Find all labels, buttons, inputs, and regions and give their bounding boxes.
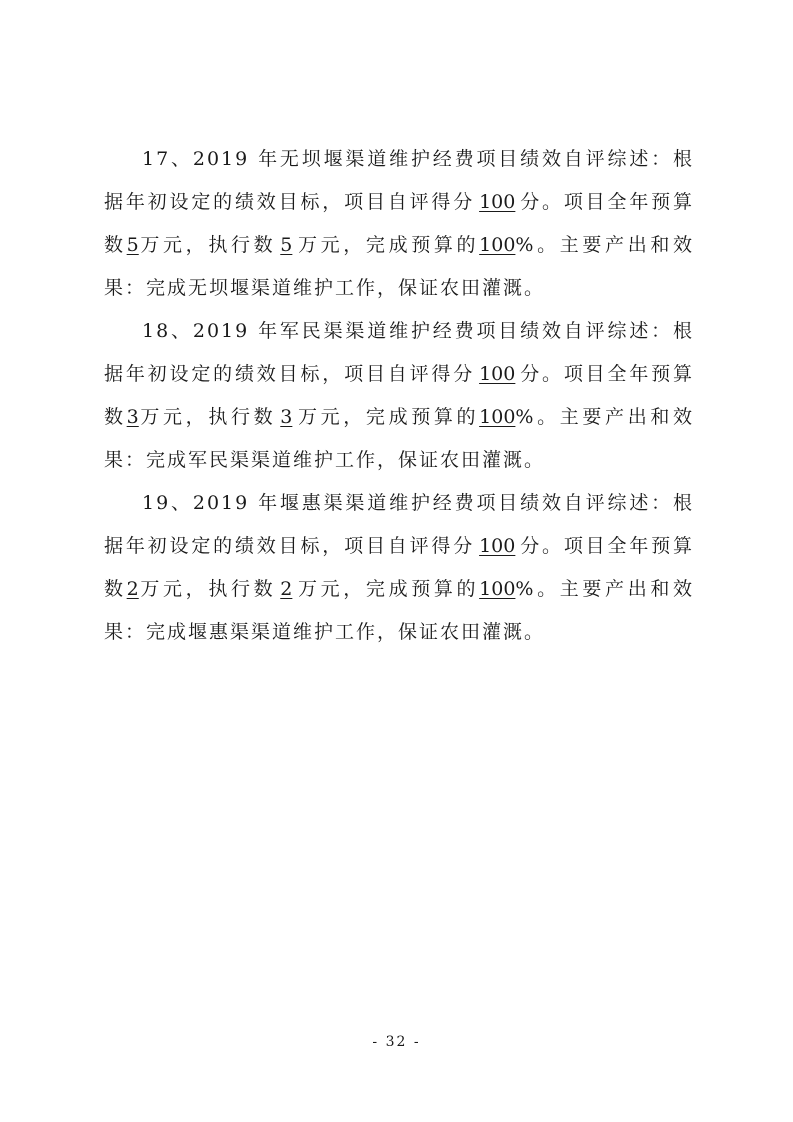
- budget-value: 5: [126, 234, 139, 256]
- rate-value: 100: [479, 578, 516, 600]
- score-value: 100: [479, 363, 516, 385]
- paragraph-text: 分。项目全年预算数: [104, 535, 694, 600]
- paragraph-text: 万元，执行数: [138, 578, 277, 600]
- paragraph-text: 17、2019 年无坝堰渠道维护经费项目绩效自评综述：根据年初设定的绩效目标，项目自评得分: [104, 148, 694, 213]
- paragraph-text: 万元，执行数: [138, 406, 277, 428]
- paragraph-item-18: [104, 310, 694, 482]
- paragraph-item-17: [104, 138, 694, 310]
- executed-value: 5: [280, 234, 293, 256]
- paragraph-text: 万元，完成预算的: [296, 234, 480, 256]
- paragraph-text: 分。项目全年预算数: [104, 363, 694, 428]
- executed-value: 3: [280, 406, 293, 428]
- document-body: [104, 138, 694, 654]
- paragraph-text: %。主要产出和效果：完成军民渠渠道维护工作，保证农田灌溉。: [104, 406, 694, 471]
- paragraph-text: 19、2019 年堰惠渠渠道维护经费项目绩效自评综述：根据年初设定的绩效目标，项目自评得分: [104, 492, 694, 557]
- paragraph-text: %。主要产出和效果：完成堰惠渠渠道维护工作，保证农田灌溉。: [104, 578, 694, 643]
- paragraph-text: 万元，执行数: [138, 234, 277, 256]
- score-value: 100: [479, 535, 516, 557]
- score-value: 100: [479, 191, 516, 213]
- paragraph-item-19: [104, 482, 694, 654]
- paragraph-text: 万元，完成预算的: [296, 406, 480, 428]
- paragraph-text: 万元，完成预算的: [296, 578, 480, 600]
- executed-value: 2: [280, 578, 293, 600]
- budget-value: 2: [126, 578, 139, 600]
- page-number: - 32 -: [372, 1034, 421, 1050]
- budget-value: 3: [126, 406, 139, 428]
- rate-value: 100: [479, 406, 516, 428]
- rate-value: 100: [479, 234, 516, 256]
- paragraph-text: %。主要产出和效果：完成无坝堰渠道维护工作，保证农田灌溉。: [104, 234, 694, 299]
- paragraph-text: 分。项目全年预算数: [104, 191, 694, 256]
- paragraph-text: 18、2019 年军民渠渠道维护经费项目绩效自评综述：根据年初设定的绩效目标，项目自评得分: [104, 320, 694, 385]
